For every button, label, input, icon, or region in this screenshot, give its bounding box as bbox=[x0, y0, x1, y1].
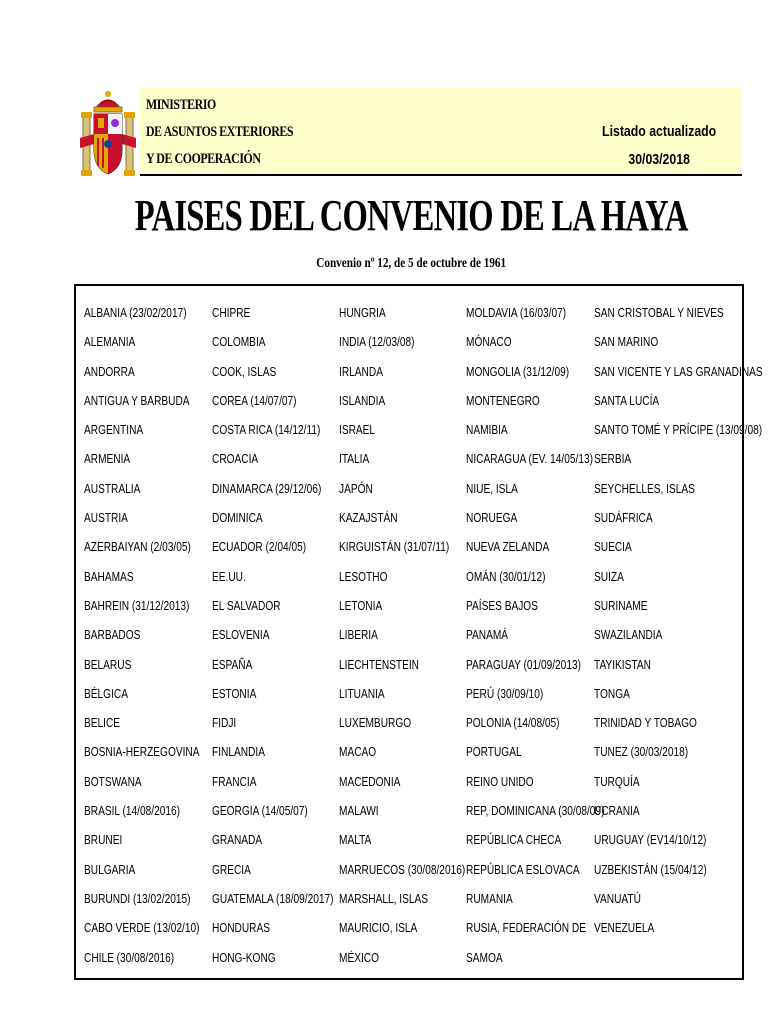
header-band bbox=[140, 88, 742, 176]
country-item: JAPÓN bbox=[339, 480, 373, 496]
country-item: SURINAME bbox=[594, 597, 648, 613]
country-item: MAURICIO, ISLA bbox=[339, 920, 418, 936]
country-item: ARGENTINA bbox=[84, 422, 144, 438]
country-item: MACEDONIA bbox=[339, 773, 401, 789]
country-item: BULGARIA bbox=[84, 861, 136, 877]
country-item: SANTO TOMÉ Y PRÍCIPE (13/09/08) bbox=[594, 422, 763, 438]
country-column-5 bbox=[594, 298, 763, 943]
country-item: COSTA RICA (14/12/11) bbox=[212, 422, 321, 438]
country-item: HONDURAS bbox=[212, 920, 271, 936]
country-item: HUNGRIA bbox=[339, 305, 386, 320]
country-item: MACAO bbox=[339, 744, 377, 760]
country-item: DOMINICA bbox=[212, 510, 263, 526]
country-item: SUIZA bbox=[594, 568, 624, 584]
country-item: BÉLGICA bbox=[84, 685, 128, 701]
country-item: NAMIBIA bbox=[466, 422, 508, 438]
country-item: VANUATÚ bbox=[594, 890, 641, 906]
country-item: TAYIKISTAN bbox=[594, 656, 651, 672]
country-item: BELARUS bbox=[84, 656, 132, 672]
country-item: LIBERIA bbox=[339, 627, 378, 643]
country-item: COOK, ISLAS bbox=[212, 363, 277, 379]
country-item: FINLANDIA bbox=[212, 744, 265, 760]
country-item: UCRANIA bbox=[594, 803, 640, 819]
country-item: ISRAEL bbox=[339, 422, 376, 438]
country-item: CABO VERDE (13/02/10) bbox=[84, 920, 200, 936]
country-item: COREA (14/07/07) bbox=[212, 392, 297, 408]
country-item: BARBADOS bbox=[84, 627, 141, 643]
coat-of-arms-icon bbox=[80, 88, 136, 180]
country-item: LETONIA bbox=[339, 597, 383, 613]
country-item: SERBIA bbox=[594, 451, 632, 467]
country-item: MOLDAVIA (16/03/07) bbox=[466, 305, 567, 320]
country-item: PARAGUAY (01/09/2013) bbox=[466, 656, 581, 672]
country-item: TONGA bbox=[594, 685, 630, 701]
country-item: EE.UU. bbox=[212, 568, 246, 584]
country-item: PORTUGAL bbox=[466, 744, 522, 760]
country-item: PANAMÁ bbox=[466, 627, 509, 643]
country-item: PAÍSES BAJOS bbox=[466, 597, 538, 613]
country-item: GUATEMALA (18/09/2017) bbox=[212, 890, 334, 906]
country-item: ESPAÑA bbox=[212, 656, 253, 672]
country-item: ESTONIA bbox=[212, 685, 257, 701]
country-item: HONG-KONG bbox=[212, 949, 276, 965]
country-item: SUECIA bbox=[594, 539, 632, 555]
country-item: PERÚ (30/09/10) bbox=[466, 685, 544, 701]
country-item: NUEVA ZELANDA bbox=[466, 539, 550, 555]
country-item: SAMOA bbox=[466, 949, 503, 965]
country-item: LESOTHO bbox=[339, 568, 388, 584]
country-item: LUXEMBURGO bbox=[339, 715, 412, 731]
country-item: BRASIL (14/08/2016) bbox=[84, 803, 181, 819]
country-item: ANTIGUA Y BARBUDA bbox=[84, 392, 190, 408]
country-item: BAHAMAS bbox=[84, 568, 134, 584]
ministry-line-1: MINISTERIO bbox=[146, 97, 216, 113]
country-item: SUDÁFRICA bbox=[594, 510, 653, 526]
country-item: MÉXICO bbox=[339, 949, 380, 965]
country-item: CROACIA bbox=[212, 451, 259, 467]
ministry-line-3: Y DE COOPERACIÓN bbox=[146, 151, 261, 167]
country-item: BRUNEI bbox=[84, 832, 123, 848]
country-item: ALBANIA (23/02/2017) bbox=[84, 305, 187, 320]
country-item: SWAZILANDIA bbox=[594, 627, 663, 643]
country-item: ESLOVENIA bbox=[212, 627, 270, 643]
ministry-line-2: DE ASUNTOS EXTERIORES bbox=[146, 124, 294, 140]
country-item: INDIA (12/03/08) bbox=[339, 334, 415, 350]
country-item: REPÚBLICA ESLOVACA bbox=[466, 861, 580, 877]
country-item: SAN CRISTOBAL Y NIEVES bbox=[594, 305, 724, 320]
update-status bbox=[602, 118, 716, 174]
country-item: AUSTRIA bbox=[84, 510, 128, 526]
country-item: COLOMBIA bbox=[212, 334, 266, 350]
country-item: MÓNACO bbox=[466, 334, 512, 350]
country-item: MONGOLIA (31/12/09) bbox=[466, 363, 570, 379]
country-item: AZERBAIYAN (2/03/05) bbox=[84, 539, 191, 555]
country-item: ANDORRA bbox=[84, 363, 135, 379]
country-item: SANTA LUCÍA bbox=[594, 392, 660, 408]
country-item: NORUEGA bbox=[466, 510, 518, 526]
country-item: BOSNIA-HERZEGOVINA bbox=[84, 744, 200, 760]
country-item: EL SALVADOR bbox=[212, 597, 281, 613]
country-item: ISLANDIA bbox=[339, 392, 386, 408]
ministry-name bbox=[146, 92, 293, 173]
country-item: TRINIDAD Y TOBAGO bbox=[594, 715, 697, 731]
country-item: CHILE (30/08/2016) bbox=[84, 949, 175, 965]
country-item: LITUANIA bbox=[339, 685, 385, 701]
country-item: ARMENIA bbox=[84, 451, 131, 467]
country-item: GRECIA bbox=[212, 861, 251, 877]
page-subtitle: Convenio nº 12, de 5 de octubre de 1961 bbox=[316, 256, 507, 271]
country-item: IRLANDA bbox=[339, 363, 383, 379]
country-item: GRANADA bbox=[212, 832, 263, 848]
country-item: REPÚBLICA CHECA bbox=[466, 832, 562, 848]
country-item: AUSTRALIA bbox=[84, 480, 141, 496]
country-list-box bbox=[74, 284, 763, 980]
country-item: GEORGIA (14/05/07) bbox=[212, 803, 308, 819]
country-item: SAN MARINO bbox=[594, 334, 659, 350]
country-item: DINAMARCA (29/12/06) bbox=[212, 480, 322, 496]
country-item: KAZAJSTÁN bbox=[339, 510, 398, 526]
country-item: RUMANIA bbox=[466, 890, 513, 906]
country-item: REINO UNIDO bbox=[466, 773, 534, 789]
country-item: UZBEKISTÁN (15/04/12) bbox=[594, 861, 707, 877]
country-item: SAN VICENTE Y LAS GRANADINAS bbox=[594, 363, 763, 379]
country-item: MARSHALL, ISLAS bbox=[339, 890, 429, 906]
country-item: BELICE bbox=[84, 715, 121, 731]
country-item: MALAWI bbox=[339, 803, 379, 819]
country-item: OMÁN (30/01/12) bbox=[466, 568, 546, 584]
country-item: CHIPRE bbox=[212, 305, 251, 320]
country-item: ECUADOR (2/04/05) bbox=[212, 539, 307, 555]
country-item: VENEZUELA bbox=[594, 920, 655, 936]
country-item: REP, DOMINICANA (30/08/09) bbox=[466, 803, 605, 819]
country-item: POLONIA (14/08/05) bbox=[466, 715, 560, 731]
update-date: 30/03/2018 bbox=[628, 151, 690, 168]
country-item: TUNEZ (30/03/2018) bbox=[594, 744, 689, 760]
country-item: KIRGUISTÁN (31/07/11) bbox=[339, 539, 450, 555]
country-item: MALTA bbox=[339, 832, 372, 848]
country-item: LIECHTENSTEIN bbox=[339, 656, 420, 672]
country-item: BURUNDI (13/02/2015) bbox=[84, 890, 191, 906]
country-item: TURQUÍA bbox=[594, 773, 640, 789]
country-item: MONTENEGRO bbox=[466, 392, 540, 408]
country-item: SEYCHELLES, ISLAS bbox=[594, 480, 695, 496]
update-label: Listado actualizado bbox=[601, 123, 716, 140]
country-item: MARRUECOS (30/08/2016) bbox=[339, 861, 466, 877]
country-item: NICARAGUA (EV. 14/05/13) bbox=[466, 451, 594, 467]
country-item: NIUE, ISLA bbox=[466, 480, 518, 496]
country-item: BAHREIN (31/12/2013) bbox=[84, 597, 190, 613]
country-item: ALEMANIA bbox=[84, 334, 136, 350]
country-item: RUSIA, FEDERACIÓN DE bbox=[466, 920, 587, 936]
country-item: URUGUAY (EV14/10/12) bbox=[594, 832, 707, 848]
country-item: BOTSWANA bbox=[84, 773, 142, 789]
page-title: PAISES DEL CONVENIO DE LA HAYA bbox=[134, 191, 688, 240]
country-item: FIDJI bbox=[212, 715, 237, 731]
country-item: FRANCIA bbox=[212, 773, 257, 789]
country-item: ITALIA bbox=[339, 451, 370, 467]
